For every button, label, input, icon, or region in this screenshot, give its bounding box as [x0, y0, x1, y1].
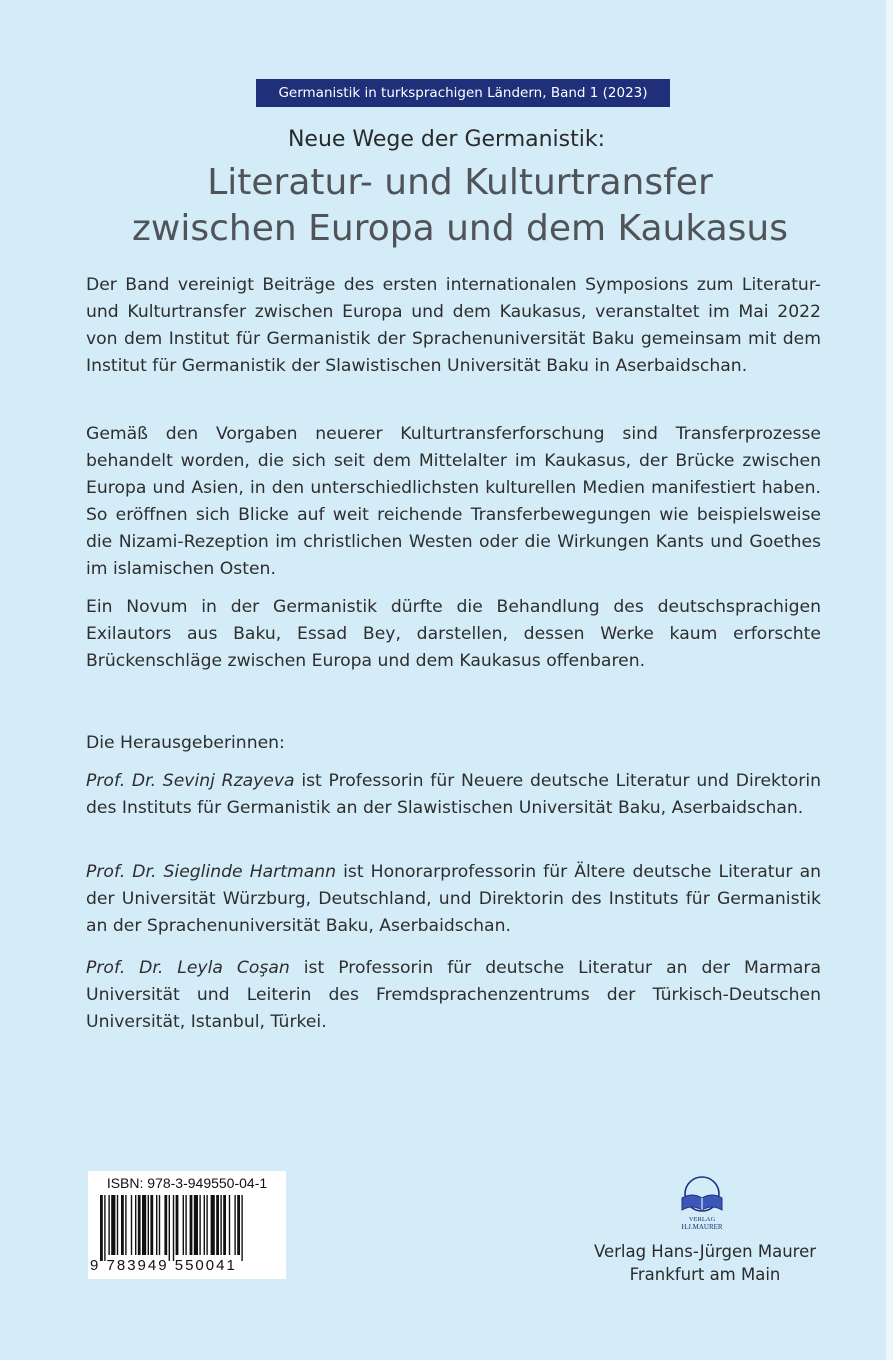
barcode-bar — [159, 1195, 160, 1255]
editor-entry — [86, 955, 821, 1036]
logo-text-verlag: VERLAG — [688, 1216, 716, 1223]
barcode-bar — [148, 1195, 149, 1255]
barcode-bar — [169, 1195, 170, 1261]
barcode-bar — [142, 1195, 146, 1255]
barcode-bar — [185, 1195, 186, 1255]
publisher-logo-icon — [666, 1172, 738, 1232]
barcode-bar — [156, 1195, 157, 1255]
barcode-bar — [135, 1195, 136, 1255]
barcode-bar — [121, 1195, 124, 1255]
editor-entry — [86, 859, 821, 940]
barcode-bar — [138, 1195, 141, 1255]
editor-name: Prof. Dr. Sieglinde Hartmann — [86, 862, 337, 882]
barcode-bar — [223, 1195, 226, 1255]
barcode-bar — [100, 1195, 103, 1261]
blurb-paragraph: Gemäß den Vorgaben neuerer Kulturtransferforschung sind Transferprozesse behandelt worden, die sich seit dem Mittelalter im Kaukasus, der Brücke zwischen Europa und Asien, in den unterschiedlichsten kulturellen Medien manifestiert haben. So eröffnen sich Blicke auf weit reichende Transferbewegungen wie beispielsweise die Nizami-Rezeption im christlichen Westen oder die Wirkungen Kants und Goethes im islamischen Osten. — [86, 424, 821, 579]
logo-text-maurer: H.J.MAURER — [681, 1223, 723, 1231]
barcode-bar — [206, 1195, 207, 1255]
barcode-bar — [150, 1195, 153, 1255]
series-badge: Germanistik in turksprachigen Ländern, Band 1 (2023) — [256, 79, 670, 107]
blurb-paragraph: Der Band vereinigt Beiträge des ersten internationalen Symposions zum Literatur- und Kulturtransfer zwischen Europa und dem Kaukasus, veranstaltet im Mai 2022 von dem Institut für Germanistik der Sprachenuniversität Baku gemeinsam mit dem Institut für Germanistik der Slawistischen Universität Baku in Aserbaidschan. — [86, 275, 821, 376]
editor-bio: ist Honorarprofessorin für Ältere deutsche Literatur an der Universität Würzburg, Deutschland, und Direktorin des Instituts für Germanistik an der Sprachenuniversität Baku, Aserbaidschan. — [86, 862, 822, 936]
barcode-bar — [194, 1195, 198, 1255]
barcode-bar — [131, 1195, 132, 1255]
editor-bio: ist Professorin für deutsche Literatur an der Marmara Universität und Leiterin des Fremdsprachenzentrums der Türkisch-Deutschen Universität, Istanbul, Türkei. — [86, 958, 821, 1032]
barcode-digits: 9 783949 550041 — [90, 1257, 237, 1274]
publisher-line: Frankfurt am Main — [629, 1265, 781, 1284]
publisher-name — [560, 1240, 850, 1286]
barcode-bar — [190, 1195, 193, 1255]
barcode-bar — [234, 1195, 235, 1255]
barcode-bar — [176, 1195, 179, 1255]
page-edge — [886, 0, 893, 1360]
barcode-bar — [104, 1195, 105, 1261]
barcode-bar — [229, 1195, 230, 1255]
barcode-bar — [241, 1195, 242, 1261]
barcode-bar — [211, 1195, 215, 1255]
publisher-line: Verlag Hans-Jürgen Maurer — [593, 1242, 817, 1261]
editor-bio: ist Professorin für Neuere deutsche Literatur und Direktorin des Instituts für Germanistik an der Slawistischen Universität Baku, Aserbaidschan. — [86, 771, 822, 818]
book-title — [60, 160, 860, 252]
barcode-bar — [164, 1195, 167, 1255]
editor-entry — [86, 768, 821, 822]
editor-name: Prof. Dr. Leyla Coşan — [86, 958, 290, 978]
blurb-paragraph: Ein Novum in der Germanistik dürfte die Behandlung des deutschsprachigen Exilautors aus Baku, Essad Bey, darstellen, dessen Werke kaum erforschte Brückenschläge zwischen Europa und dem Kaukasus offenbaren. — [86, 597, 821, 671]
book-subtitle: Neue Wege der Germanistik: — [287, 127, 606, 152]
barcode-bar — [204, 1195, 205, 1255]
title-line: Literatur- und Kulturtransfer — [207, 162, 713, 203]
barcode-bar — [111, 1195, 115, 1255]
title-line: zwischen Europa und dem Kaukasus — [132, 208, 788, 249]
barcode-bar — [220, 1195, 221, 1255]
barcode-bar — [183, 1195, 184, 1255]
isbn-label: ISBN: 978-3-949550-04-1 — [106, 1175, 268, 1191]
barcode-bar — [237, 1195, 240, 1255]
barcode-bar — [199, 1195, 200, 1255]
editor-name: Prof. Dr. Sevinj Rzayeva — [86, 771, 295, 791]
barcode-bar — [173, 1195, 174, 1261]
barcode-bar — [125, 1195, 126, 1255]
editors-heading: Die Herausgeberinnen: — [86, 733, 285, 753]
barcode-bar — [117, 1195, 118, 1255]
barcode-bar — [216, 1195, 219, 1255]
barcode-bar — [108, 1195, 109, 1255]
isbn-barcode — [88, 1171, 286, 1279]
